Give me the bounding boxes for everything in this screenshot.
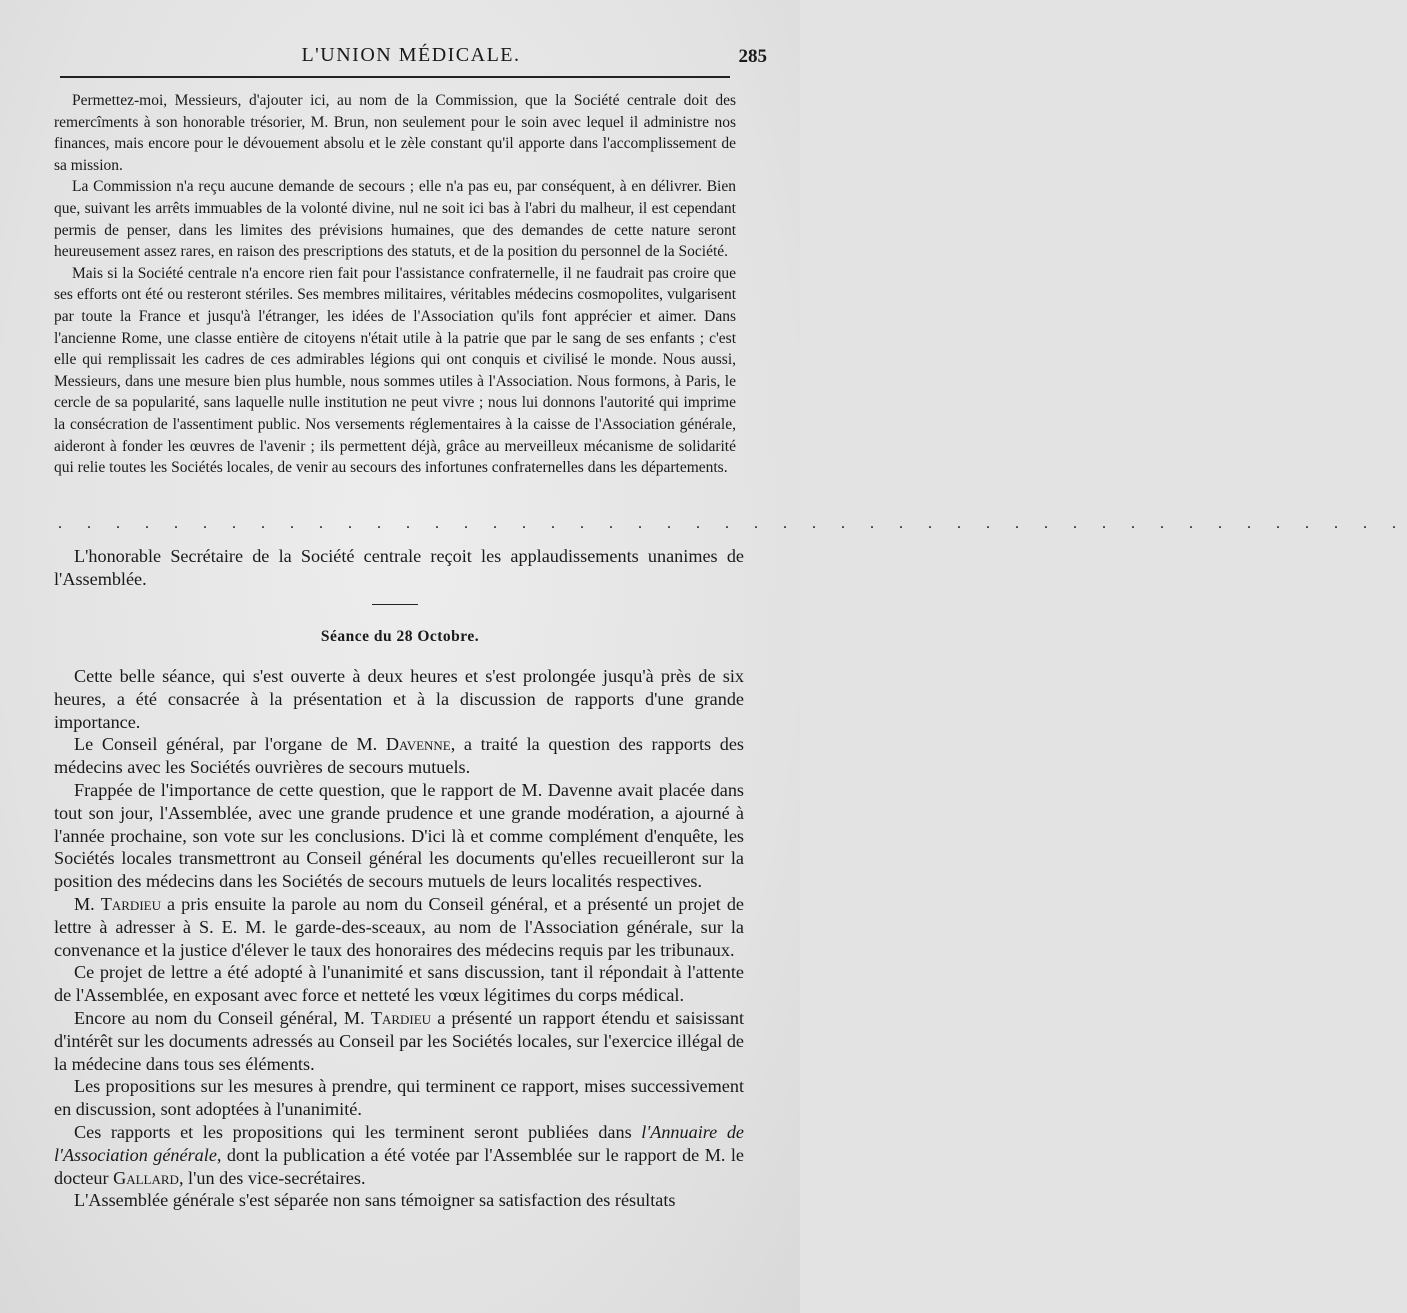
text-run: , l'un des vice-secrétaires. bbox=[178, 1167, 366, 1188]
paragraph: Les propositions sur les mesures à prendre, qui terminent ce rapport, mises successivement en discussion, sont adoptées à l'unanimité. bbox=[54, 1076, 744, 1120]
session-heading: Séance du 28 Octobre. bbox=[320, 628, 480, 645]
session-text bbox=[54, 665, 744, 1212]
page-number: 285 bbox=[738, 46, 767, 67]
paragraph bbox=[54, 733, 744, 779]
running-header bbox=[55, 44, 767, 74]
paragraph bbox=[54, 893, 744, 961]
text-run: a présenté un rapport étendu et saisissant d'intérêt sur les documents adressés au Conseil par les Sociétés locales, sur l'exercice illégal de la médecine dans tous ses éléments. bbox=[54, 1007, 745, 1074]
person-name: Gallard bbox=[113, 1167, 179, 1188]
paragraph bbox=[54, 1121, 744, 1189]
paragraph: Permettez-moi, Messieurs, d'ajouter ici, au nom de la Commission, que la Société centrale doit des remercîments à son honorable trésorier, M. Brun, non seulement pour le soin avec lequel il administre nos finances, mais encore pour le dévouement absolu et le zèle constant qu'il apporte dans l'accomplissement de sa mission. bbox=[54, 92, 736, 174]
text-run: , a traité la question des rapports des médecins avec les Sociétés ouvrières de secours mutuels. bbox=[54, 734, 744, 778]
text-run: a pris ensuite la parole au nom du Conseil général, et a présenté un projet de lettre à adresser à S. E. M. le garde-des-sceaux, au nom de l'Association générale, sur la convenance et la justice d'élever le taux des honoraires des médecins requis par les tribunaux. bbox=[54, 893, 744, 960]
text-run: Encore au nom du Conseil général, M. bbox=[74, 1007, 371, 1028]
ellipsis-line: . . . . . . . . . . . . . . . . . . . . . . . . . . . . . . . . . . . . . . . . . . . . . . . bbox=[58, 515, 1407, 532]
publication-title: l'Annuaire de l'Association générale bbox=[54, 1121, 744, 1165]
section-divider bbox=[372, 604, 418, 605]
paragraph: Cette belle séance, qui s'est ouverte à deux heures et s'est prolongée jusqu'à près de six heures, a été consacrée à la présentation et à la discussion de rapports d'une grande importance. bbox=[54, 666, 744, 732]
text-run: , dont la publication a été votée par l'Assemblée sur le rapport de M. le docteur bbox=[54, 1144, 744, 1188]
text-run: M. bbox=[74, 893, 101, 914]
journal-title: L'UNION MÉDICALE. bbox=[301, 44, 521, 66]
person-name: Davenne bbox=[385, 734, 451, 755]
paragraph: L'honorable Secrétaire de la Société centrale reçoit les applaudissements unanimes de l'Assemblée. bbox=[54, 546, 744, 589]
text-run: Ces rapports et les propositions qui les terminent seront publiées dans bbox=[74, 1121, 642, 1142]
paragraph: Frappée de l'importance de cette question, que le rapport de M. Davenne avait placée dans tout son jour, l'Assemblée, avec une grande prudence et une grande modération, a ajourné à l'année prochaine, son vote sur les conclusions. D'ici là et comme complément d'enquête, les Sociétés locales transmettront au Conseil général les documents qu'elles recueilleront sur la position des médecins dans les Sociétés de secours mutuels de leurs localités respectives. bbox=[54, 779, 744, 892]
person-name: Tardieu bbox=[100, 893, 161, 914]
person-name: Tardieu bbox=[370, 1007, 432, 1028]
paragraph: Ce projet de lettre a été adopté à l'unanimité et sans discussion, tant il répondait à l'attente de l'Assemblée, en exposant avec force et netteté les vœux légitimes du corps médical. bbox=[54, 962, 744, 1006]
paragraph: Mais si la Société centrale n'a encore rien fait pour l'assistance confraternelle, il ne faudrait pas croire que ses efforts ont été ou resteront stériles. Ses membres militaires, véritables médecins cosmopolites, vulgarisent par toute la France et jusqu'à l'étranger, les idées de l'Association qu'ils font apprécier et aimer. Dans l'ancienne Rome, une classe entière de citoyens n'était utile à la patrie que par le sang de ses enfants ; c'est elle qui remplissait les cadres de ces admirables légions qui ont conquis et civilisé le monde. Nous aussi, Messieurs, dans une mesure bien plus humble, nous sommes utiles à l'Association. Nous formons, à Paris, le cercle de sa popularité, sans laquelle nulle institution ne peut vivre ; nous lui donnons l'autorité qui imprime la consécration de l'assentiment public. Nos versements réglementaires à la caisse de l'Association générale, aideront à fonder les œuvres de l'avenir ; ils permettent déjà, grâce au merveilleux mécanisme de solidarité qui relie toutes les Sociétés locales, de venir au secours des infortunes confraternelles dans les départements. bbox=[54, 264, 736, 477]
text-run: Le Conseil général, par l'organe de M. bbox=[74, 734, 386, 755]
commission-report-text bbox=[54, 90, 736, 479]
paragraph: L'Assemblée générale s'est séparée non sans témoigner sa satisfaction des résultats bbox=[74, 1190, 676, 1211]
header-rule bbox=[60, 76, 730, 78]
applause-note bbox=[54, 545, 744, 591]
paragraph bbox=[54, 1007, 744, 1075]
paragraph: La Commission n'a reçu aucune demande de secours ; elle n'a pas eu, par conséquent, à en délivrer. Bien que, suivant les arrêts immuables de la volonté divine, nul ne soit ici bas à l'abri du malheur, il est cependant permis de penser, dans les limites des prévisions humaines, que des demandes de cette nature seront heureusement assez rares, en raison des prescriptions des statuts, et de la position du personnel de la Société. bbox=[54, 178, 736, 261]
